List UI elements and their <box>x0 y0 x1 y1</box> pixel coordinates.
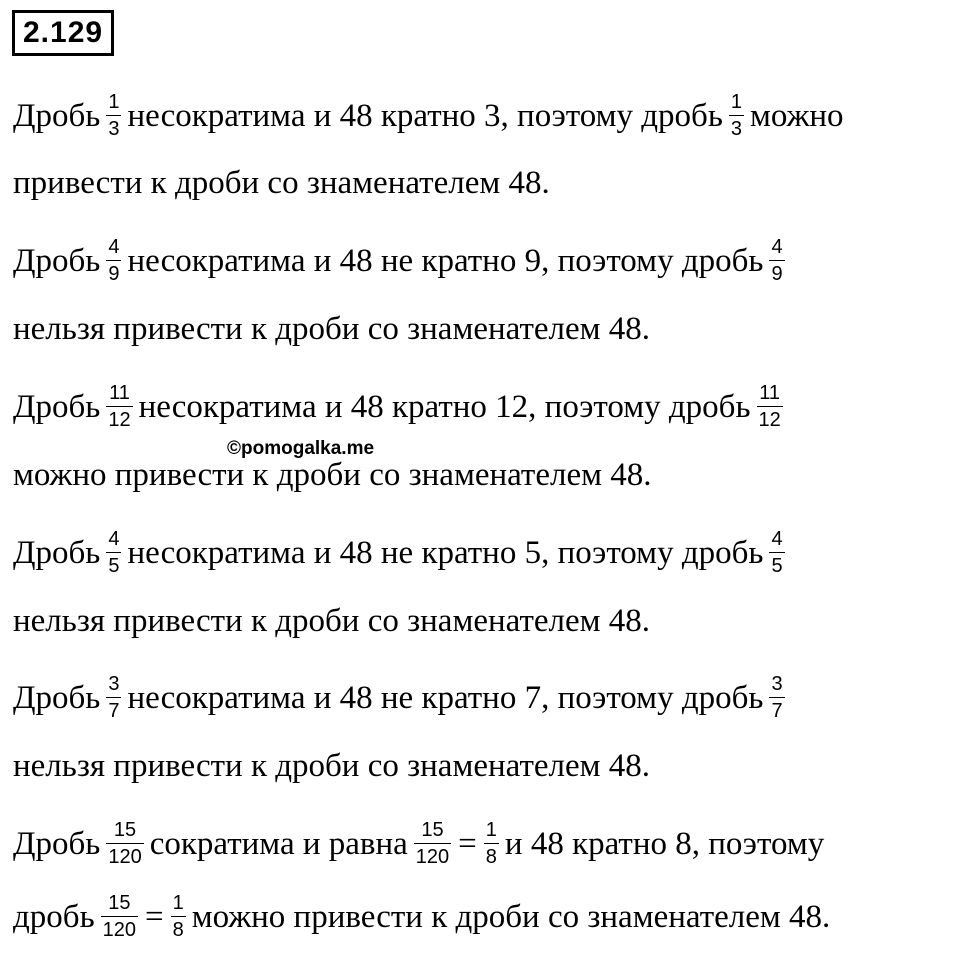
fraction <box>769 237 784 284</box>
fraction <box>106 820 143 867</box>
task-number: 2.129 <box>12 10 114 56</box>
fraction-denominator: 7 <box>108 700 120 722</box>
solution-line-8: нельзя привести к дроби со знаменателем 48. <box>13 603 651 639</box>
solution-line-12 <box>13 892 831 943</box>
fraction-numerator: 3 <box>106 674 121 698</box>
solution-line-10: нельзя привести к дроби со знаменателем 48. <box>13 748 651 784</box>
fraction-numerator: 4 <box>769 529 784 553</box>
line-text: Дробь <box>13 535 101 572</box>
line-text: несократима и 48 не кратно 7, поэтому дробь <box>127 680 764 717</box>
solution-line-2: привести к дроби со знаменателем 48. <box>13 165 550 201</box>
line-text: дробь <box>13 899 95 936</box>
fraction-numerator: 4 <box>106 529 121 553</box>
solution-line-9 <box>13 673 791 724</box>
fraction-numerator: 1 <box>484 820 499 844</box>
line-text: Дробь <box>13 243 101 280</box>
fraction <box>757 383 783 430</box>
fraction-denominator: 120 <box>102 919 137 941</box>
equals-sign: = <box>145 899 164 936</box>
fraction-numerator: 15 <box>106 820 143 844</box>
line-text: и 48 кратно 8, поэтому <box>504 826 825 863</box>
fraction-numerator: 4 <box>106 237 121 261</box>
fraction <box>729 92 744 139</box>
watermark: ©pomogalka.me <box>227 438 375 459</box>
line-text: Дробь <box>13 826 101 863</box>
fraction-denominator: 12 <box>108 409 131 431</box>
fraction <box>414 820 451 867</box>
fraction-denominator: 8 <box>172 919 184 941</box>
solution-line-3 <box>13 236 791 287</box>
fraction <box>106 92 121 139</box>
solution-line-5 <box>13 382 789 433</box>
solution-line-4: нельзя привести к дроби со знаменателем 48. <box>13 311 651 347</box>
line-text: несократима и 48 кратно 3, поэтому дробь <box>127 98 723 135</box>
fraction-denominator: 8 <box>485 846 497 868</box>
fraction-denominator: 120 <box>108 846 142 868</box>
fraction-numerator: 15 <box>414 820 451 844</box>
fraction-numerator: 11 <box>757 383 783 407</box>
line-text: несократима и 48 кратно 12, поэтому дробь <box>138 389 751 426</box>
fraction-denominator: 9 <box>108 263 120 285</box>
line-text: сократима и равна <box>149 826 408 863</box>
fraction-numerator: 1 <box>106 92 121 116</box>
line-text: Дробь <box>13 680 101 717</box>
solution-line-6: можно привести к дроби со знаменателем 48. <box>13 457 652 493</box>
solution-line-1 <box>13 91 844 142</box>
fraction <box>101 893 138 940</box>
fraction <box>171 893 186 940</box>
fraction-numerator: 4 <box>769 237 784 261</box>
line-text: можно <box>750 98 844 135</box>
line-text: Дробь <box>13 98 101 135</box>
line-text: Дробь <box>13 389 101 426</box>
solution-line-7 <box>13 528 791 579</box>
fraction <box>106 237 121 284</box>
fraction-denominator: 5 <box>108 555 120 577</box>
fraction-denominator: 12 <box>758 409 781 431</box>
fraction <box>106 674 121 721</box>
line-text: можно привести к дроби со знаменателем 48. <box>191 899 831 936</box>
solution-line-11 <box>13 819 825 870</box>
line-text: несократима и 48 не кратно 9, поэтому дробь <box>127 243 764 280</box>
fraction-denominator: 9 <box>771 263 783 285</box>
fraction <box>106 529 121 576</box>
fraction-numerator: 15 <box>101 893 138 917</box>
fraction-denominator: 3 <box>730 118 743 140</box>
fraction <box>484 820 499 867</box>
fraction-denominator: 3 <box>108 118 120 140</box>
fraction-denominator: 120 <box>415 846 450 868</box>
fraction-numerator: 3 <box>769 674 784 698</box>
fraction <box>769 529 784 576</box>
fraction-denominator: 5 <box>771 555 783 577</box>
fraction-numerator: 11 <box>106 383 132 407</box>
fraction-numerator: 1 <box>171 893 186 917</box>
equals-sign: = <box>458 826 477 863</box>
fraction <box>106 383 132 430</box>
line-text: несократима и 48 не кратно 5, поэтому дробь <box>127 535 764 572</box>
fraction-numerator: 1 <box>729 92 744 116</box>
fraction <box>769 674 784 721</box>
fraction-denominator: 7 <box>771 700 783 722</box>
